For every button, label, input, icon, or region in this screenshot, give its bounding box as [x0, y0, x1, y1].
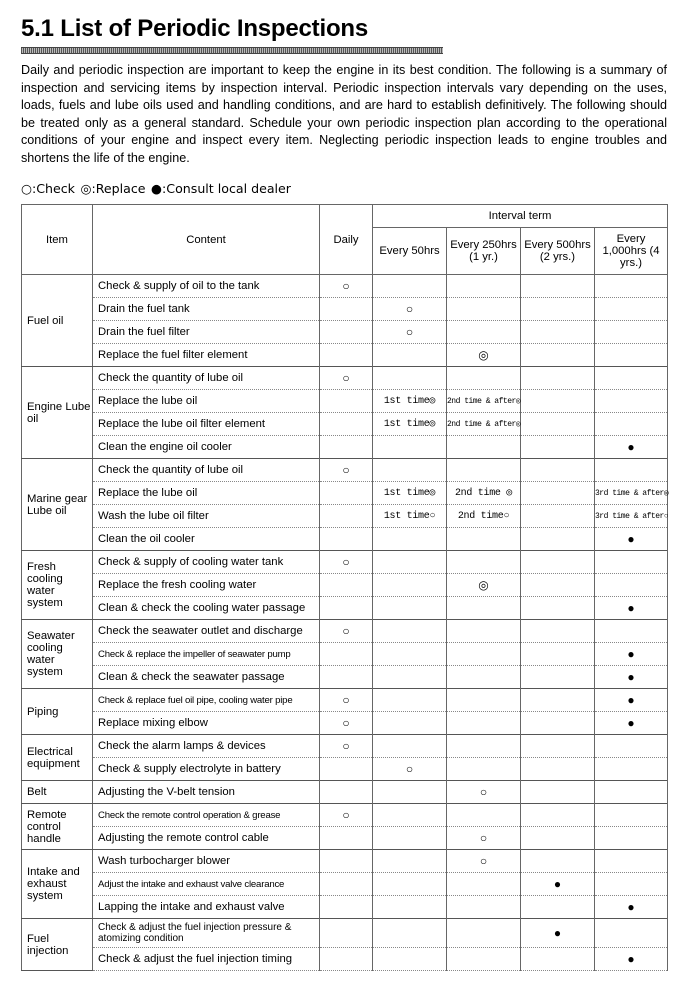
mark-cell-h500 [521, 758, 595, 781]
intro-paragraph: Daily and periodic inspection are important to keep the engine in its best condition. The following is a summary of inspection and servicing items by inspection interval. Periodic inspection intervals vary depending on the uses, loads, fuels and lube oils used and handling conditions, and are hard to establish definitively. The following should be treated only as a general standard. Schedule your own periodic inspection plan according to the operational conditions of your engine and inspect every item. Neglecting periodic inspection leads to engine troubles and shortens the life of the engine. [21, 63, 667, 165]
table-row [22, 482, 668, 505]
header-interval: Interval term [373, 205, 668, 228]
item-cell: Piping [22, 689, 93, 735]
mark-cell-h50 [373, 781, 447, 804]
mark-cell-h500 [521, 850, 595, 873]
content-cell: Check & adjust the fuel injection pressure & atomizing condition [93, 919, 320, 948]
mark-cell-h500 [521, 459, 595, 482]
mark-cell-h500 [521, 781, 595, 804]
mark-cell-h250: 2nd time & after◎ [447, 390, 521, 413]
mark-cell-h250: ○ [447, 850, 521, 873]
mark-cell-daily [320, 528, 373, 551]
content-cell: Clean the engine oil cooler [93, 436, 320, 459]
mark-cell-h1000 [595, 574, 668, 597]
mark-cell-h500 [521, 620, 595, 643]
mark-cell-daily: ○ [320, 551, 373, 574]
item-cell: Marine gear Lube oil [22, 459, 93, 551]
mark-cell-h50: 1st time◎ [373, 390, 447, 413]
table-row [22, 528, 668, 551]
mark-cell-daily: ○ [320, 689, 373, 712]
mark-cell-h1000 [595, 298, 668, 321]
item-cell: Engine Lube oil [22, 367, 93, 459]
content-cell: Replace the lube oil filter element [93, 413, 320, 436]
mark-cell-h1000 [595, 735, 668, 758]
mark-cell-h1000 [595, 413, 668, 436]
mark-cell-h500 [521, 735, 595, 758]
content-cell: Check & supply of cooling water tank [93, 551, 320, 574]
table-row [22, 827, 668, 850]
mark-cell-h50 [373, 804, 447, 827]
mark-cell-h250 [447, 643, 521, 666]
mark-cell-h250 [447, 804, 521, 827]
mark-cell-h250: ◎ [447, 574, 521, 597]
content-cell: Adjusting the remote control cable [93, 827, 320, 850]
mark-cell-h500 [521, 436, 595, 459]
mark-cell-h1000: ● [595, 436, 668, 459]
mark-cell-h500 [521, 551, 595, 574]
mark-cell-h250 [447, 873, 521, 896]
mark-cell-h500: ● [521, 873, 595, 896]
table-row [22, 620, 668, 643]
item-cell: Intake and exhaust system [22, 850, 93, 919]
table-row [22, 712, 668, 735]
mark-cell-h50 [373, 436, 447, 459]
mark-cell-h1000 [595, 390, 668, 413]
mark-cell-h50 [373, 896, 447, 919]
mark-cell-daily [320, 482, 373, 505]
mark-cell-daily: ○ [320, 804, 373, 827]
content-cell: Replace mixing elbow [93, 712, 320, 735]
mark-cell-h250 [447, 735, 521, 758]
item-cell: Electrical equipment [22, 735, 93, 781]
table-row [22, 597, 668, 620]
mark-cell-h1000 [595, 620, 668, 643]
mark-cell-daily [320, 390, 373, 413]
mark-cell-daily: ○ [320, 275, 373, 298]
mark-cell-daily: ○ [320, 735, 373, 758]
content-cell: Adjusting the V-belt tension [93, 781, 320, 804]
mark-cell-h500 [521, 948, 595, 971]
mark-cell-h250 [447, 758, 521, 781]
table-row [22, 367, 668, 390]
mark-cell-daily [320, 298, 373, 321]
mark-cell-h500 [521, 574, 595, 597]
table-row [22, 321, 668, 344]
mark-cell-h500 [521, 689, 595, 712]
mark-cell-h250: 2nd time○ [447, 505, 521, 528]
mark-cell-daily: ○ [320, 620, 373, 643]
mark-cell-h50 [373, 643, 447, 666]
mark-cell-h500 [521, 367, 595, 390]
legend-check: ○:Check [21, 181, 75, 196]
header-500hrs: Every 500hrs (2 yrs.) [521, 228, 595, 275]
mark-cell-h50 [373, 948, 447, 971]
mark-cell-daily: ○ [320, 367, 373, 390]
mark-cell-h50 [373, 666, 447, 689]
mark-cell-daily [320, 948, 373, 971]
mark-cell-h250 [447, 436, 521, 459]
table-row [22, 275, 668, 298]
table-row [22, 666, 668, 689]
item-cell: Seawater cooling water system [22, 620, 93, 689]
header-50hrs: Every 50hrs [373, 228, 447, 275]
content-cell: Check & replace the impeller of seawater pump [93, 643, 320, 666]
table-row [22, 390, 668, 413]
mark-cell-h250: 2nd time & after◎ [447, 413, 521, 436]
table-row [22, 344, 668, 367]
mark-cell-h50 [373, 712, 447, 735]
content-cell: Wash turbocharger blower [93, 850, 320, 873]
content-cell: Replace the fresh cooling water [93, 574, 320, 597]
mark-cell-h500 [521, 505, 595, 528]
content-cell: Check & supply electrolyte in battery [93, 758, 320, 781]
mark-cell-h1000 [595, 827, 668, 850]
mark-cell-h500 [521, 804, 595, 827]
mark-cell-h1000: ● [595, 689, 668, 712]
mark-cell-h500 [521, 298, 595, 321]
table-row [22, 896, 668, 919]
content-cell: Check & supply of oil to the tank [93, 275, 320, 298]
mark-cell-h50 [373, 689, 447, 712]
mark-cell-h50 [373, 919, 447, 948]
mark-cell-h500 [521, 275, 595, 298]
mark-cell-h50: ○ [373, 298, 447, 321]
mark-cell-h1000: 3rd time & after◎ [595, 482, 668, 505]
mark-cell-h1000 [595, 275, 668, 298]
mark-cell-h250 [447, 275, 521, 298]
mark-cell-h50 [373, 597, 447, 620]
mark-cell-h50 [373, 275, 447, 298]
mark-cell-h250 [447, 689, 521, 712]
symbol-legend [21, 181, 293, 196]
mark-cell-h1000 [595, 367, 668, 390]
table-row [22, 735, 668, 758]
content-cell: Check the quantity of lube oil [93, 367, 320, 390]
mark-cell-daily: ○ [320, 459, 373, 482]
mark-cell-h1000 [595, 873, 668, 896]
mark-cell-h50 [373, 620, 447, 643]
mark-cell-h500: ● [521, 919, 595, 948]
table-row [22, 919, 668, 948]
mark-cell-h500 [521, 413, 595, 436]
mark-cell-h50 [373, 551, 447, 574]
header-content: Content [93, 205, 320, 275]
table-row [22, 689, 668, 712]
content-cell: Clean & check the cooling water passage [93, 597, 320, 620]
mark-cell-h50 [373, 528, 447, 551]
legend-replace: ◎:Replace [80, 181, 146, 196]
table-row [22, 758, 668, 781]
mark-cell-h500 [521, 712, 595, 735]
mark-cell-h500 [521, 344, 595, 367]
mark-cell-h1000 [595, 850, 668, 873]
mark-cell-h50 [373, 367, 447, 390]
content-cell: Drain the fuel tank [93, 298, 320, 321]
mark-cell-h250 [447, 321, 521, 344]
content-cell: Adjust the intake and exhaust valve clearance [93, 873, 320, 896]
table-row [22, 298, 668, 321]
mark-cell-h500 [521, 321, 595, 344]
mark-cell-h50 [373, 827, 447, 850]
mark-cell-h50: 1st time◎ [373, 482, 447, 505]
content-cell: Check the quantity of lube oil [93, 459, 320, 482]
mark-cell-h50: ○ [373, 758, 447, 781]
mark-cell-h1000 [595, 344, 668, 367]
table-row [22, 459, 668, 482]
mark-cell-h250: ○ [447, 827, 521, 850]
mark-cell-h250 [447, 948, 521, 971]
mark-cell-h500 [521, 896, 595, 919]
table-row [22, 850, 668, 873]
mark-cell-daily [320, 781, 373, 804]
table-row [22, 413, 668, 436]
mark-cell-daily [320, 666, 373, 689]
table-row [22, 574, 668, 597]
mark-cell-h1000 [595, 919, 668, 948]
mark-cell-h500 [521, 643, 595, 666]
mark-cell-daily [320, 850, 373, 873]
mark-cell-daily: ○ [320, 712, 373, 735]
content-cell: Clean the oil cooler [93, 528, 320, 551]
mark-cell-h1000: ● [595, 712, 668, 735]
mark-cell-daily [320, 919, 373, 948]
mark-cell-h50 [373, 735, 447, 758]
mark-cell-h1000: ● [595, 948, 668, 971]
item-cell: Remote control handle [22, 804, 93, 850]
mark-cell-h250 [447, 298, 521, 321]
mark-cell-h500 [521, 482, 595, 505]
mark-cell-h1000 [595, 551, 668, 574]
mark-cell-h500 [521, 827, 595, 850]
header-250hrs: Every 250hrs (1 yr.) [447, 228, 521, 275]
mark-cell-h250 [447, 896, 521, 919]
table-row [22, 804, 668, 827]
mark-cell-h250 [447, 551, 521, 574]
item-cell: Belt [22, 781, 93, 804]
table-row [22, 551, 668, 574]
mark-cell-daily [320, 758, 373, 781]
mark-cell-h1000 [595, 321, 668, 344]
mark-cell-h1000 [595, 781, 668, 804]
table-row [22, 873, 668, 896]
content-cell: Replace the fuel filter element [93, 344, 320, 367]
inspection-table-body [22, 275, 668, 971]
mark-cell-h500 [521, 390, 595, 413]
mark-cell-h250: ◎ [447, 344, 521, 367]
content-cell: Check & replace fuel oil pipe, cooling water pipe [93, 689, 320, 712]
table-row [22, 643, 668, 666]
mark-cell-h250: ○ [447, 781, 521, 804]
title-underline [21, 47, 443, 54]
mark-cell-h250 [447, 528, 521, 551]
content-cell: Wash the lube oil filter [93, 505, 320, 528]
mark-cell-h1000: ● [595, 896, 668, 919]
mark-cell-h250 [447, 666, 521, 689]
mark-cell-h50 [373, 459, 447, 482]
mark-cell-h1000 [595, 758, 668, 781]
mark-cell-h500 [521, 666, 595, 689]
content-cell: Check the seawater outlet and discharge [93, 620, 320, 643]
mark-cell-h1000: ● [595, 643, 668, 666]
mark-cell-daily [320, 873, 373, 896]
content-cell: Replace the lube oil [93, 390, 320, 413]
header-1000hrs: Every 1,000hrs (4 yrs.) [595, 228, 668, 275]
mark-cell-daily [320, 321, 373, 344]
mark-cell-daily [320, 597, 373, 620]
header-daily: Daily [320, 205, 373, 275]
mark-cell-daily [320, 896, 373, 919]
inspection-table [21, 204, 668, 971]
content-cell: Drain the fuel filter [93, 321, 320, 344]
item-cell: Fuel injection [22, 919, 93, 971]
mark-cell-h50 [373, 574, 447, 597]
mark-cell-h500 [521, 597, 595, 620]
mark-cell-h500 [521, 528, 595, 551]
mark-cell-h50 [373, 873, 447, 896]
mark-cell-daily [320, 505, 373, 528]
mark-cell-h50 [373, 850, 447, 873]
mark-cell-h1000: ● [595, 666, 668, 689]
item-cell: Fresh cooling water system [22, 551, 93, 620]
item-cell: Fuel oil [22, 275, 93, 367]
table-row [22, 436, 668, 459]
mark-cell-h1000: ● [595, 597, 668, 620]
content-cell: Clean & check the seawater passage [93, 666, 320, 689]
mark-cell-h250: 2nd time ◎ [447, 482, 521, 505]
mark-cell-h50: ○ [373, 321, 447, 344]
mark-cell-daily [320, 827, 373, 850]
content-cell: Lapping the intake and exhaust valve [93, 896, 320, 919]
mark-cell-h1000 [595, 804, 668, 827]
mark-cell-daily [320, 413, 373, 436]
mark-cell-daily [320, 436, 373, 459]
mark-cell-h250 [447, 459, 521, 482]
content-cell: Replace the lube oil [93, 482, 320, 505]
mark-cell-h50 [373, 344, 447, 367]
mark-cell-h250 [447, 620, 521, 643]
mark-cell-h50: 1st time◎ [373, 413, 447, 436]
content-cell: Check the alarm lamps & devices [93, 735, 320, 758]
mark-cell-daily [320, 574, 373, 597]
header-item: Item [22, 205, 93, 275]
section-title: 5.1 List of Periodic Inspections [21, 15, 369, 42]
mark-cell-h250 [447, 367, 521, 390]
mark-cell-h250 [447, 919, 521, 948]
mark-cell-h1000: ● [595, 528, 668, 551]
mark-cell-h1000 [595, 459, 668, 482]
mark-cell-h1000: 3rd time & after○ [595, 505, 668, 528]
table-row [22, 505, 668, 528]
legend-dealer: ●:Consult local dealer [151, 181, 291, 196]
mark-cell-daily [320, 344, 373, 367]
content-cell: Check & adjust the fuel injection timing [93, 948, 320, 971]
table-row [22, 781, 668, 804]
mark-cell-h250 [447, 597, 521, 620]
mark-cell-h250 [447, 712, 521, 735]
content-cell: Check the remote control operation & grease [93, 804, 320, 827]
mark-cell-daily [320, 643, 373, 666]
mark-cell-h50: 1st time○ [373, 505, 447, 528]
table-row [22, 948, 668, 971]
